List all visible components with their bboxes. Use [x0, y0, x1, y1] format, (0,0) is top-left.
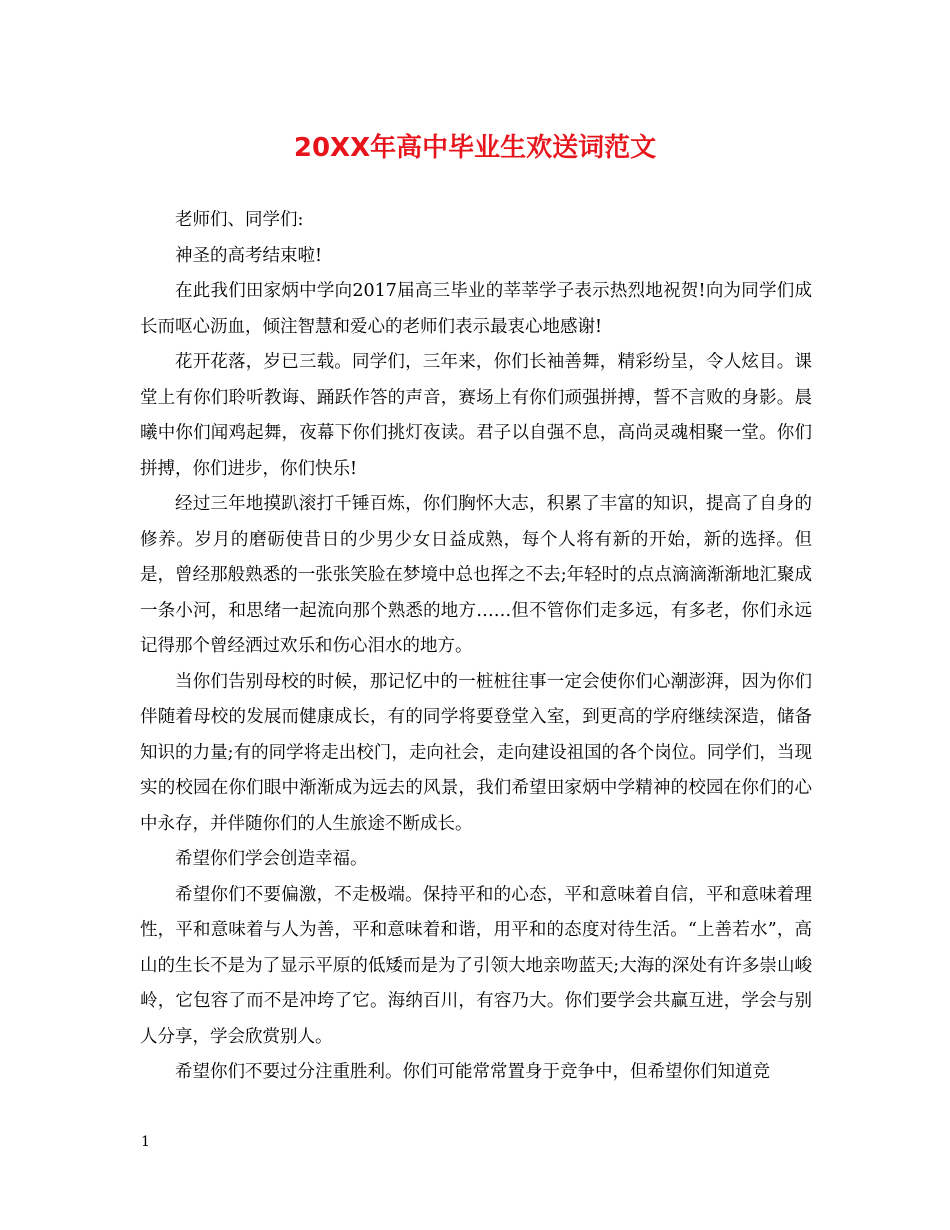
paragraph-exam-over: 神圣的高考结束啦! [175, 245, 323, 266]
paragraph-happiness: 希望你们学会创造幸福。 [175, 849, 368, 869]
paragraph-three-years: 花开花落，岁已三载。同学们，三年来，你们长袖善舞，精彩纷呈，令人炫目。课堂上有你们聆听教诲、踊跃作答的声音，赛场上有你们顽强拼搏，誓不言败的身影。晨曦中你们闻鸡起舞，夜幕下你们挑灯夜读。君子以自强不息，高尚灵魂相聚一堂。你们拼搏，你们进步，你们快乐! [140, 352, 812, 479]
page-number: 1 [141, 1134, 150, 1150]
document-body [140, 203, 812, 1091]
paragraph-victory: 希望你们不要过分注重胜利。你们可能常常置身于竞争中，但希望你们知道竞 [175, 1062, 770, 1082]
document-title: 20XX年高中毕业生欢送词范文 [293, 133, 657, 163]
paragraph-congratulations: 在此我们田家炳中学向2017届高三毕业的莘莘学子表示热烈地祝贺!向为同学们成长而呕心沥血，倾注智慧和爱心的老师们表示最衷心地感谢! [140, 281, 812, 337]
paragraph-farewell: 当你们告别母校的时候，那记忆中的一桩桩往事一定会使你们心潮澎湃，因为你们伴随着母校的发展而健康成长，有的同学将要登堂入室，到更高的学府继续深造，储备知识的力量;有的同学将走出校门，走向社会，走向建设祖国的各个岗位。同学们，当现实的校园在你们眼中渐渐成为远去的风景，我们希望田家炳中学精神的校园在你们的心中永存，并伴随你们的人生旅途不断成长。 [140, 671, 812, 834]
paragraph-calm: 希望你们不要偏激，不走极端。保持平和的心态，平和意味着自信，平和意味着理性，平和意味着与人为善，平和意味着和谐，用平和的态度对待生活。“上善若水”，高山的生长不是为了显示平原的低矮而是为了引领大地亲吻蓝天;大海的深处有许多崇山峻岭，它包容了而不是冲垮了它。海纳百川，有容乃大。你们要学会共赢互进，学会与别人分享，学会欣赏别人。 [140, 884, 812, 1047]
paragraph-salutation: 老师们、同学们: [175, 210, 304, 230]
paragraph-growth: 经过三年地摸趴滚打千锤百炼，你们胸怀大志，积累了丰富的知识，提高了自身的修养。岁月的磨砺使昔日的少男少女日益成熟，每个人将有新的开始，新的选择。但是，曾经那般熟悉的一张张笑脸在梦境中总也挥之不去;年轻时的点点滴滴渐渐地汇聚成一条小河，和思绪一起流向那个熟悉的地方……但不管你们走多远，有多老，你们永远记得那个曾经洒过欢乐和伤心泪水的地方。 [140, 494, 812, 656]
